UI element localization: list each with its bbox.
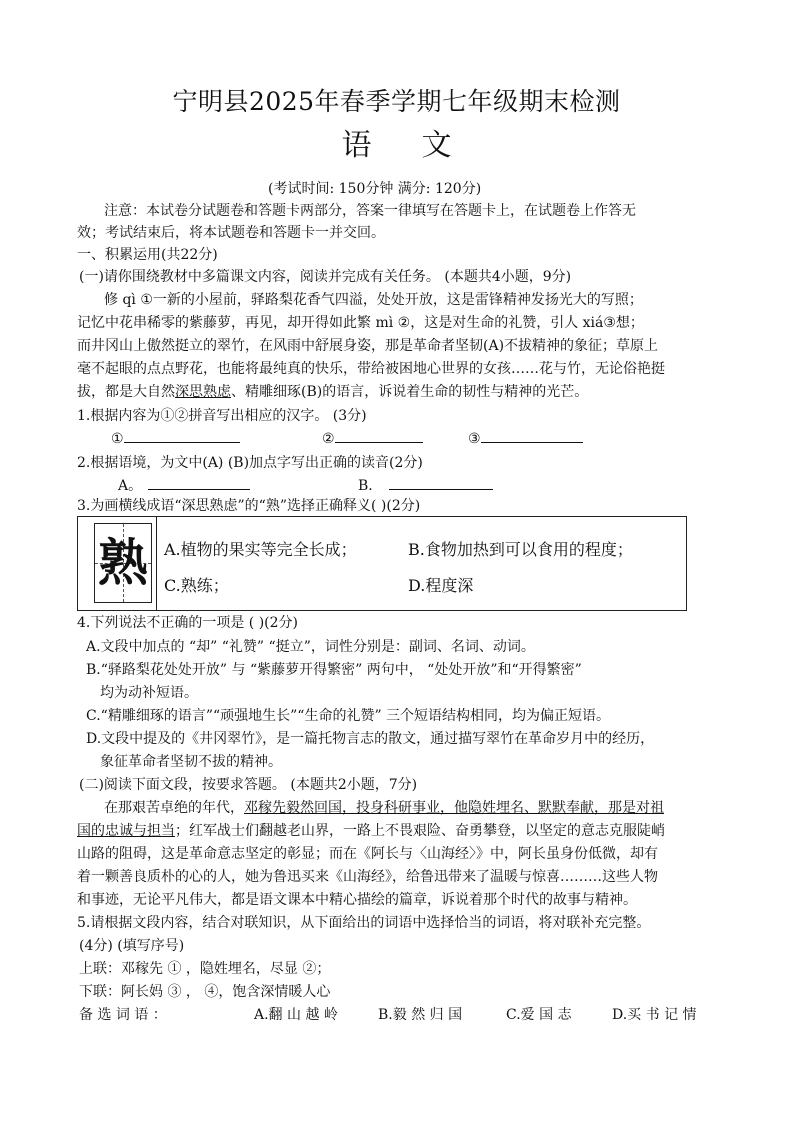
- q2-answer-b: B.: [358, 475, 493, 497]
- question-3: 3.为画横线成语“深思熟虑”的“熟”选择正确释义( )(2分): [77, 498, 421, 514]
- q4-option-c: C.“精雕细琢的语言”“顽强地生长”“生命的礼赞” 三个短语结构相同，均为偏正短语。: [86, 708, 611, 724]
- q2-answer-a: A。: [118, 475, 250, 497]
- part2-heading: (二)阅读下面文段，按要求答题。 (本题共2小题，7分): [79, 777, 418, 793]
- notice-line-1: 注意：本试卷分试题卷和答题卡两部分，答案一律填写在答题卡上，在试题卷上作答无: [104, 203, 636, 219]
- choice-c: C.爱 国 志: [506, 1007, 572, 1023]
- underlined-idiom: 深思熟虑: [175, 384, 231, 400]
- notice-line-2: 效；考试结束后，将本试题卷和答题卡一并交回。: [77, 225, 385, 241]
- passage-text: 拔，都是大自然: [77, 384, 175, 400]
- choices-label: 备 选 词 语 ：: [79, 1007, 167, 1023]
- choice-a: A.翻 山 越 岭: [254, 1007, 338, 1023]
- question-4: 4.下列说法不正确的一项是 ( )(2分): [77, 615, 299, 631]
- passage-text: 、精雕细琢(B)的语言，诉说着生命的韧性与精神的光芒。: [231, 384, 589, 400]
- q1-answer-1: ①: [111, 428, 240, 450]
- underlined-sentence: 国的忠诚与担当: [77, 823, 175, 839]
- q1-answer-2: ②: [322, 428, 423, 450]
- passage-line: 记忆中花串稀零的紫藤萝，再见，却开得如此繁 mì ②，这是对生命的礼赞，引人 xiá③想；: [77, 315, 644, 331]
- question-1: 1.根据内容为①②拼音写出相应的汉字。 (3分): [77, 408, 367, 424]
- question-2: 2.根据语境，为文中(A) (B)加点字写出正确的读音(2分): [77, 455, 423, 471]
- section-heading: 一、积累运用(共22分): [77, 247, 218, 263]
- choice-d: D.买 书 记 情: [612, 1007, 697, 1023]
- q3-option-a: A.植物的果实等完全长成；: [164, 540, 357, 559]
- q4-option-d-cont: 象征革命者坚韧不拔的精神。: [100, 754, 282, 770]
- passage-line-last: [77, 381, 588, 403]
- q4-option-b: B.“驿路梨花处处开放” 与 “紫藤萝开得繁密” 两句中， “处处开放”和“开得繁密”: [86, 662, 582, 678]
- underlined-sentence: 邓稼先毅然回国，投身科研事业，他隐姓埋名、默默奉献，那是对祖: [244, 800, 664, 816]
- couplet-upper: 上联：邓稼先 ① ，隐姓埋名，尽显 ②；: [79, 961, 331, 977]
- passage-line: 毫不起眼的点点野花，也能将最纯真的快乐，带给被困地心世界的女孩……花与竹，无论俗艳挺: [77, 361, 665, 377]
- q4-option-a: A.文段中加点的 “却” “礼赞” “挺立”，词性分别是：副词、名词、动词。: [86, 639, 535, 655]
- exam-info: (考试时间: 150分钟 满分: 120分): [268, 181, 482, 197]
- q3-option-b: B.食物加热到可以食用的程度；: [408, 540, 633, 559]
- q3-options-box: [77, 516, 687, 611]
- passage2-line: 和事迹，无论平凡伟大，都是语文课本中精心描绘的篇章，诉说着那个时代的故事与精神。: [77, 892, 637, 908]
- passage2-line: 着一颗善良质朴的心的人，她为鲁迅买来《山海经》，给鲁迅带来了温暖与惊喜………这些人物: [77, 869, 658, 885]
- q4-option-b-cont: 均为动补短语。: [100, 685, 198, 701]
- char-grid: [94, 523, 152, 603]
- subject-title: 语文: [341, 128, 502, 163]
- couplet-lower: 下联：阿长妈 ③ ， ④，饱含深情暖人心: [79, 984, 331, 1000]
- question-5-sub: (4分) (填写序号): [79, 938, 185, 954]
- passage2-line: 国的忠诚与担当；红军战士们翻越老山界，一路上不畏艰险、奋勇攀登，以坚定的意志克服陡峭: [77, 823, 665, 839]
- q1-answer-3: ③: [468, 428, 583, 450]
- q3-option-c: C.熟练；: [164, 576, 229, 595]
- exam-title: 宁明县2025年春季学期七年级期末检测: [172, 87, 621, 116]
- passage-line: 修 qì ①一新的小屋前，驿路梨花香气四溢，处处开放，这是雷锋精神发扬光大的写照；: [104, 292, 643, 308]
- q4-option-d: D.文段中提及的《井冈翠竹》，是一篇托物言志的散文，通过描写翠竹在革命岁月中的经历，: [86, 731, 655, 747]
- question-5: 5.请根据文段内容，结合对联知识，从下面给出的词语中选择恰当的词语，将对联补充完整。: [77, 915, 651, 931]
- passage2-line: 在那艰苦卓绝的年代，邓稼先毅然回国，投身科研事业，他隐姓埋名、默默奉献，那是对祖: [104, 800, 664, 816]
- passage2-line: 山路的阻碍，这是革命意志坚定的彰显；而在《阿长与〈山海经〉》中，阿长虽身份低微，却有: [77, 846, 658, 862]
- passage-line: 而井冈山上傲然挺立的翠竹，在风雨中舒展身姿，那是革命者坚韧(A)不拔精神的象征；草原上: [77, 338, 659, 354]
- part1-heading: (一)请你围绕教材中多篇课文内容，阅读并完成有关任务。 (本题共4小题，9分): [79, 269, 572, 285]
- q3-option-d: D.程度深: [408, 576, 474, 595]
- character-glyph: 熟: [98, 534, 148, 592]
- choice-b: B.毅 然 归 国: [378, 1007, 463, 1023]
